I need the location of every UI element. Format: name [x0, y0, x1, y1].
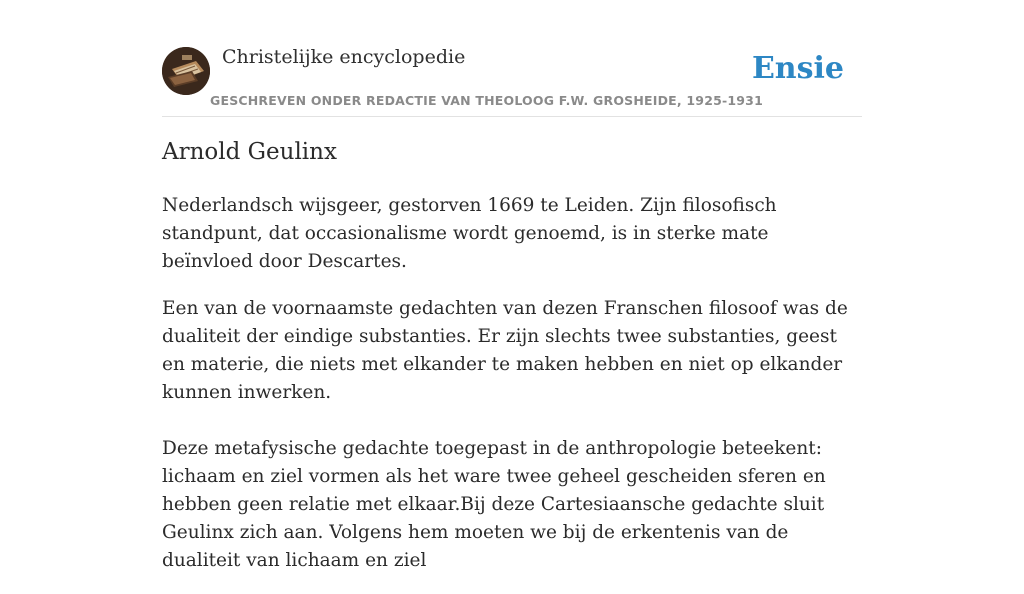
article-paragraph: Nederlandsch wijsgeer, gestorven 1669 te Leiden. Zijn filosofisch standpunt, dat occasionalisme wordt genoemd, is in sterke mate beïnvloed door Descartes.	[162, 195, 777, 272]
page	[162, 0, 862, 571]
article-body	[162, 192, 862, 594]
site-subtitle: GESCHREVEN ONDER REDACTIE VAN THEOLOOG F.W. GROSHEIDE, 1925-1931	[210, 93, 763, 108]
article-title: Arnold Geulinx	[162, 139, 337, 165]
book-photo-icon	[162, 47, 210, 95]
site-header	[162, 0, 862, 117]
site-title[interactable]: Christelijke encyclopedie	[222, 46, 466, 68]
brand-logo-link[interactable]: Ensie	[751, 51, 844, 86]
article-paragraph: Een van de voornaamste gedachten van dezen Franschen filosoof was de dualiteit der eindige substanties. Er zijn slechts twee substanties, geest en materie, die niets met elkander te maken hebben en niet op elkander kunnen inwerken. Deze metafysische gedachte toegepast in de anthropologie beteekent: lichaam en ziel vormen als het ware twee geheel gescheiden sferen en hebben geen relatie met elkaar.Bij deze Cartesiaansche gedachte sluit Geulinx zich aan. Volgens hem moeten we bij de erkentenis van de dualiteit van lichaam en ziel	[162, 298, 848, 571]
site-avatar[interactable]	[162, 47, 210, 95]
